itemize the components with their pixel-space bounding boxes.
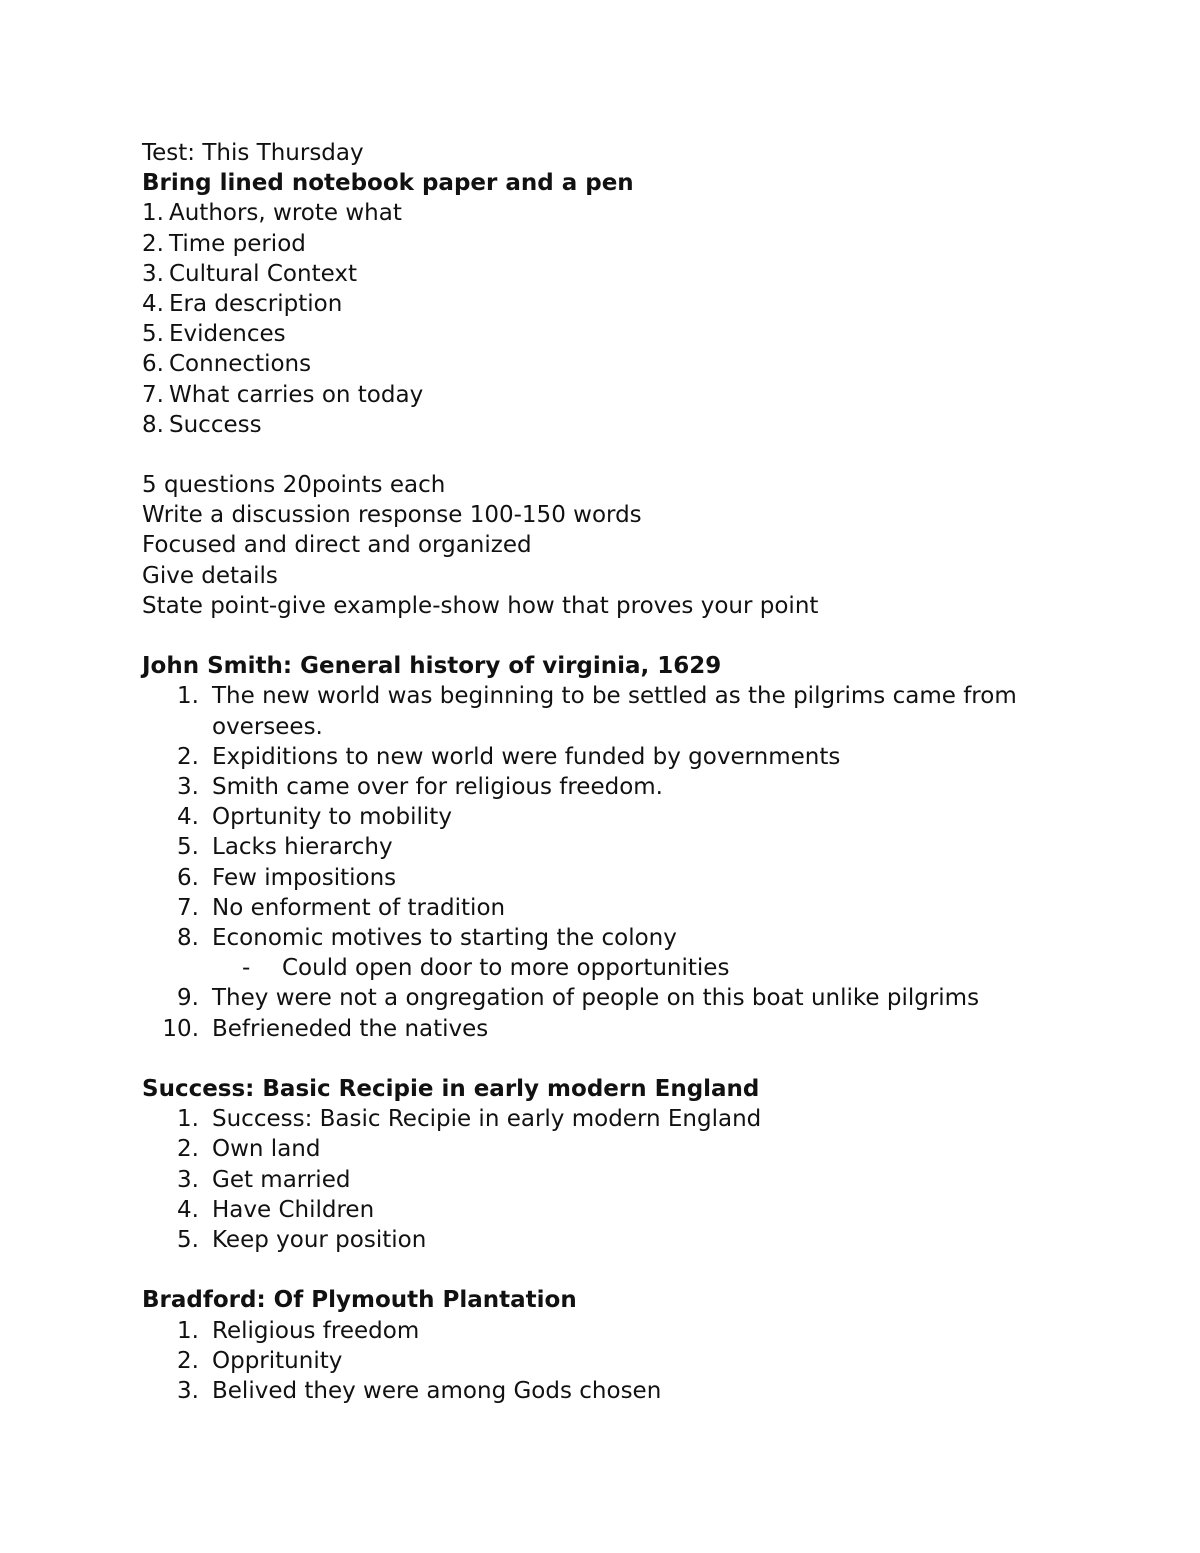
list-item: 5. Keep your position	[177, 1227, 427, 1253]
document-page	[142, 138, 1102, 1406]
list-item: 5. Lacks hierarchy	[177, 834, 393, 861]
instruction-line: State point-give example-show how that proves your point	[142, 592, 819, 619]
success-list	[142, 1104, 1102, 1255]
list-item: 5. Evidences	[142, 321, 286, 348]
instruction-line: Write a discussion response 100-150 words	[142, 502, 642, 529]
bradford-heading: Bradford: Of Plymouth Plantation	[142, 1287, 577, 1314]
list-item: 3. Get married	[177, 1166, 351, 1193]
smith-list	[142, 681, 1102, 1043]
bring-supplies-line: Bring lined notebook paper and a pen	[142, 170, 634, 197]
list-item: 6. Connections	[142, 351, 312, 378]
list-item: 8. Economic motives to starting the colony	[177, 925, 677, 951]
list-item: 3. Cultural Context	[142, 260, 357, 287]
list-item: 3. Smith came over for religious freedom.	[177, 773, 663, 800]
list-item: 2. Time period	[142, 230, 306, 257]
list-item: 9. They were not a ongregation of people on this boat unlike pilgrims	[177, 985, 980, 1012]
sub-list-item: - Could open door to more opportunities	[142, 953, 1102, 983]
list-item: 1. Religious freedom	[177, 1317, 420, 1344]
list-item: 4. Oprtunity to mobility	[177, 804, 452, 831]
list-item: 7. What carries on today	[142, 381, 424, 408]
list-item: 1. The new world was beginning to be settled as the pilgrims came from oversees.	[177, 683, 1017, 740]
list-item: 7. No enforment of tradition	[177, 894, 506, 921]
smith-heading: John Smith: General history of virginia, 1629	[142, 653, 722, 680]
list-item: 2. Oppritunity	[177, 1347, 343, 1374]
list-item: 1. Authors, wrote what	[142, 200, 402, 227]
dash-bullet: -	[242, 955, 251, 982]
list-item: 10. Befrieneded the natives	[162, 1015, 489, 1042]
bradford-list	[142, 1316, 1102, 1407]
test-topics-list	[142, 198, 1102, 440]
list-item: 4. Have Children	[177, 1196, 375, 1223]
list-item: 1. Success: Basic Recipie in early modern England	[177, 1106, 762, 1133]
list-item: 8. Success	[142, 411, 262, 438]
instruction-line: 5 questions 20points each	[142, 472, 446, 499]
list-item: 3. Belived they were among Gods chosen	[177, 1377, 662, 1404]
list-item: 2. Expiditions to new world were funded by governments	[177, 743, 841, 770]
list-item: 6. Few impositions	[177, 864, 397, 891]
success-heading: Success: Basic Recipie in early modern England	[142, 1076, 760, 1102]
instruction-line: Focused and direct and organized	[142, 532, 532, 559]
list-item: 2. Own land	[177, 1136, 321, 1163]
instruction-line: Give details	[142, 562, 278, 589]
test-date-line: Test: This Thursday	[142, 140, 364, 166]
list-item: 4. Era description	[142, 290, 343, 317]
instructions-block	[142, 470, 1102, 621]
